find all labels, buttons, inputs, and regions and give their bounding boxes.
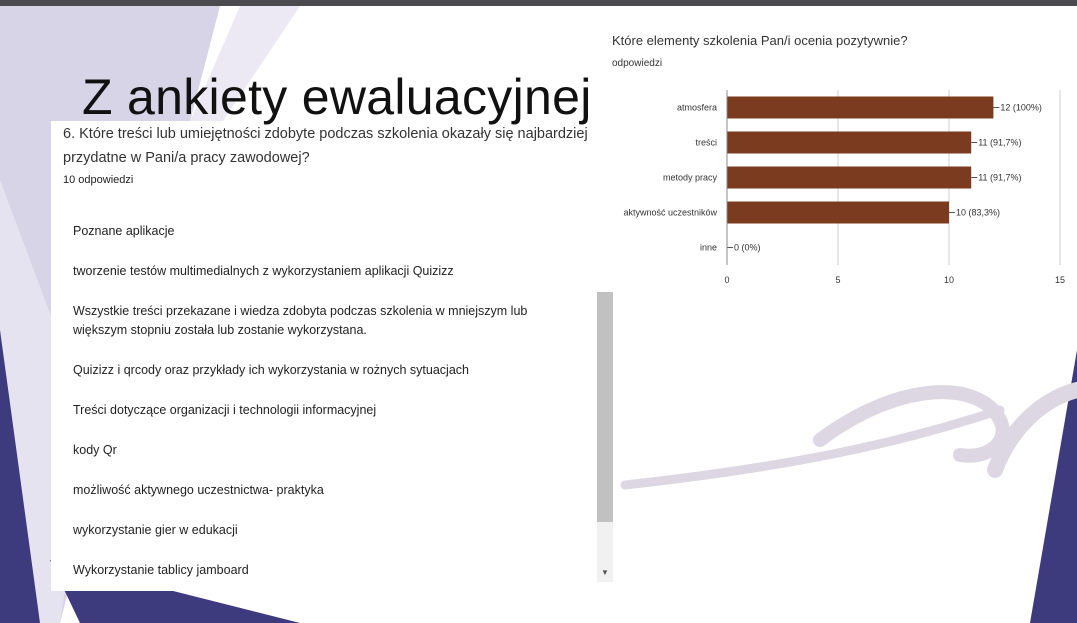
data-label: 11 (91,7%) — [978, 137, 1022, 148]
category-label: atmosfera — [676, 102, 717, 113]
list-item: Treści dotyczące organizacji i technologii informacyjnej — [73, 403, 377, 417]
x-tick-label: 5 — [835, 275, 841, 285]
category-label: metody pracy — [662, 172, 717, 183]
category-label: aktywność uczestników — [623, 207, 717, 218]
list-item: tworzenie testów multimedialnych z wykorzystaniem aplikacji Quizizz — [73, 264, 454, 278]
category-label: treści — [695, 137, 717, 148]
list-item: Quizizz i qrcody oraz przykłady ich wykorzystania w rożnych sytuacjach — [73, 363, 469, 377]
x-tick-label: 15 — [1054, 275, 1066, 285]
list-item: wykorzystanie gier w edukacji — [73, 523, 238, 537]
bar — [727, 202, 949, 224]
data-label: 10 (83,3%) — [956, 207, 1001, 218]
bar — [727, 132, 971, 154]
scroll-down-arrow-icon[interactable]: ▼ — [601, 568, 609, 577]
slide-title: Z ankiety ewaluacyjnej — [82, 69, 592, 125]
chart-title: Które elementy szkolenia Pan/i ocenia pozytywnie? — [612, 33, 908, 48]
chart-subtitle: odpowiedzi — [612, 58, 663, 69]
x-tick-label: 10 — [943, 275, 955, 285]
list-item: kody Qr — [73, 443, 117, 457]
category-label: inne — [699, 242, 717, 253]
data-label: 0 (0%) — [734, 242, 761, 253]
x-tick-label: 0 — [724, 275, 730, 285]
question-text: 6. Które treści lub umiejętności zdobyte podczas szkolenia okazały się najbardziej przydatne w Pani/a pracy zawodowej? — [63, 126, 588, 166]
list-item: możliwość aktywnego uczestnictwa- praktyka — [73, 483, 324, 497]
bar — [727, 167, 971, 189]
bar — [727, 97, 993, 119]
data-label: 11 (91,7%) — [978, 172, 1022, 183]
data-label: 12 (100%) — [1000, 102, 1042, 113]
answer-list[interactable] — [73, 214, 583, 584]
bar-chart — [597, 88, 1077, 288]
list-item: Poznane aplikacje — [73, 224, 175, 238]
list-item: Wszystkie treści przekazane i wiedza zdobyta podczas szkolenia w mniejszym lub większym stopniu została lub zostanie wykorzystana. — [73, 304, 528, 337]
list-item: Wykorzystanie tablicy jamboard — [73, 563, 249, 577]
response-count: 10 odpowiedzi — [63, 174, 134, 186]
